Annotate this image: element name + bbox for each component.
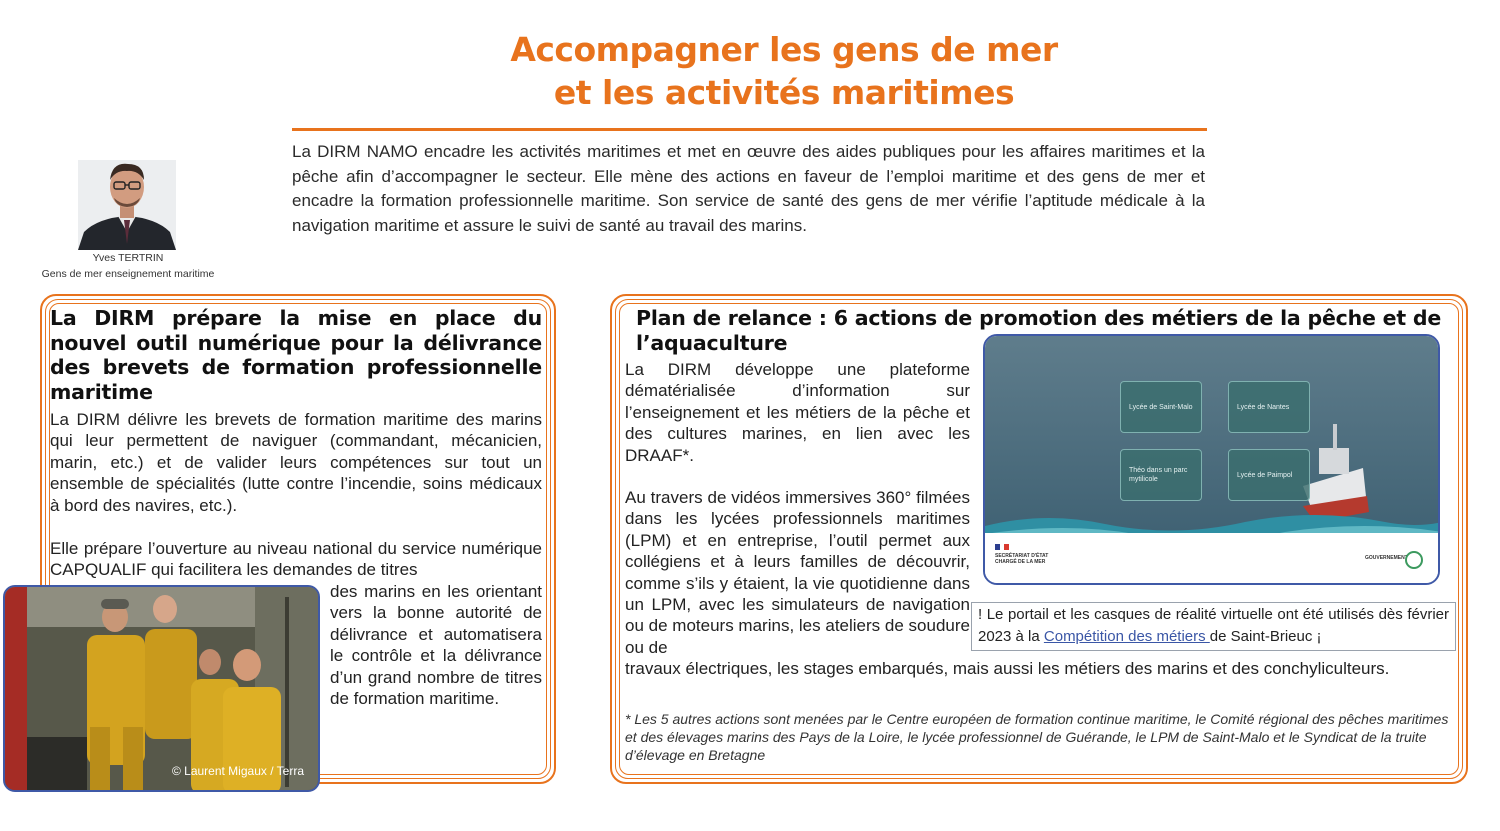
contact-photo	[78, 160, 176, 250]
left-panel-paragraph-2-continued: des marins en les orientant vers la bonne autorité de délivrance et automatisera le contrôle et la délivrance d’un grand nombre de titres de formation maritime.	[330, 582, 542, 709]
right-panel-paragraph-2: Au travers de vidéos immersives 360° filmées dans les lycées professionnels maritimes (LPM) et en entreprise, l’outil permet aux collégiens et à leurs familles de découvrir, comme s’ils y étaient, la vie quotidienne dans un LPM, avec les simulateurs de navigation ou de moteurs marins, les ateliers de soudure ou de	[625, 488, 970, 657]
fishermen-photo	[3, 585, 320, 792]
contact-name: Yves TERTRIN	[92, 252, 164, 264]
footnote: * Les 5 autres actions sont menées par le Centre européen de formation continue maritime, le Comité régional des pêches maritimes et des élevages marins des Pays de la Loire, le lycée professionnel de Guérande, le LPM de Saint-Malo et le Syndicat de la truite d’élevage en Bretagne	[625, 711, 1449, 763]
right-panel-paragraph-1: La DIRM développe une plateforme dématérialisée d’information sur l’enseignement et les métiers de la pêche et des cultures marines, en lien avec les DRAAF*.	[625, 360, 970, 465]
tile-parc-mytilicole: Théo dans un parc mytilicole	[1120, 449, 1202, 501]
secretariat-label: SECRÉTARIAT D'ÉTAT CHARGÉ DE LA MER	[995, 553, 1049, 565]
intro-paragraph: La DIRM NAMO encadre les activités maritimes et met en œuvre des aides publiques pour les affaires maritimes et la pêche afin d’accompagner le secteur. Elle mène des actions en faveur de l’emploi maritime et des gens de mer et encadre la formation professionnelle maritime. Son service de santé des gens de mer vérifie l’aptitude médicale à la navigation maritime et assure le suivi de santé au travail des marins.	[292, 142, 1205, 235]
marianne-flag-icon	[995, 544, 1009, 550]
partner-logo-icon	[1405, 551, 1423, 569]
right-panel-heading: Plan de relance : 6 actions de promotion des métiers de la pêche et de l’aquaculture	[636, 306, 1442, 355]
tile-saint-malo: Lycée de Saint-Malo	[1120, 381, 1202, 433]
left-panel-heading: La DIRM prépare la mise en place du nouvel outil numérique pour la délivrance des brevets de formation professionnelle maritime	[50, 306, 542, 404]
photo-credit: © Laurent Migaux / Terra	[171, 764, 304, 778]
title-underline	[292, 128, 1207, 131]
competition-des-metiers-link[interactable]: Compétition des métiers	[1043, 628, 1210, 645]
page-title-line1: Accompagner les gens de mer	[510, 30, 1058, 69]
left-panel-paragraph-1: La DIRM délivre les brevets de formation maritime des marins qui leur permettent de naviguer (commandant, mécanicien, marin, etc.) et de valider leurs compétences sur tout un ensemble de spécialités (lutte contre l’incendie, soins médicaux à bord des navires, etc.).	[50, 410, 542, 515]
notice-text-start: ! Le portail et les casques de réalité virtuelle ont été utilisés dès février 2023 à la	[978, 606, 1449, 645]
notice-box	[971, 602, 1456, 651]
page-title-line2: et les activités maritimes	[553, 73, 1015, 112]
tile-nantes: Lycée de Nantes	[1228, 381, 1310, 433]
gouvernement-label: GOUVERNEMENT	[1365, 555, 1408, 561]
page-title	[0, 28, 1500, 114]
notice-text-end: de Saint-Brieuc ¡	[1209, 628, 1322, 645]
tile-paimpol: Lycée de Paimpol	[1228, 449, 1310, 501]
left-panel-paragraph-2: Elle prépare l’ouverture au niveau national du service numérique CAPQUALIF qui facilitera les demandes de titres	[50, 539, 542, 580]
right-panel-paragraph-2-continued: travaux électriques, les stages embarqués, mais aussi les métiers des marins et des conchyliculteurs.	[625, 659, 1390, 678]
platform-screenshot	[983, 334, 1440, 585]
screenshot-footer	[985, 533, 1438, 583]
contact-role: Gens de mer enseignement maritime	[41, 268, 215, 280]
